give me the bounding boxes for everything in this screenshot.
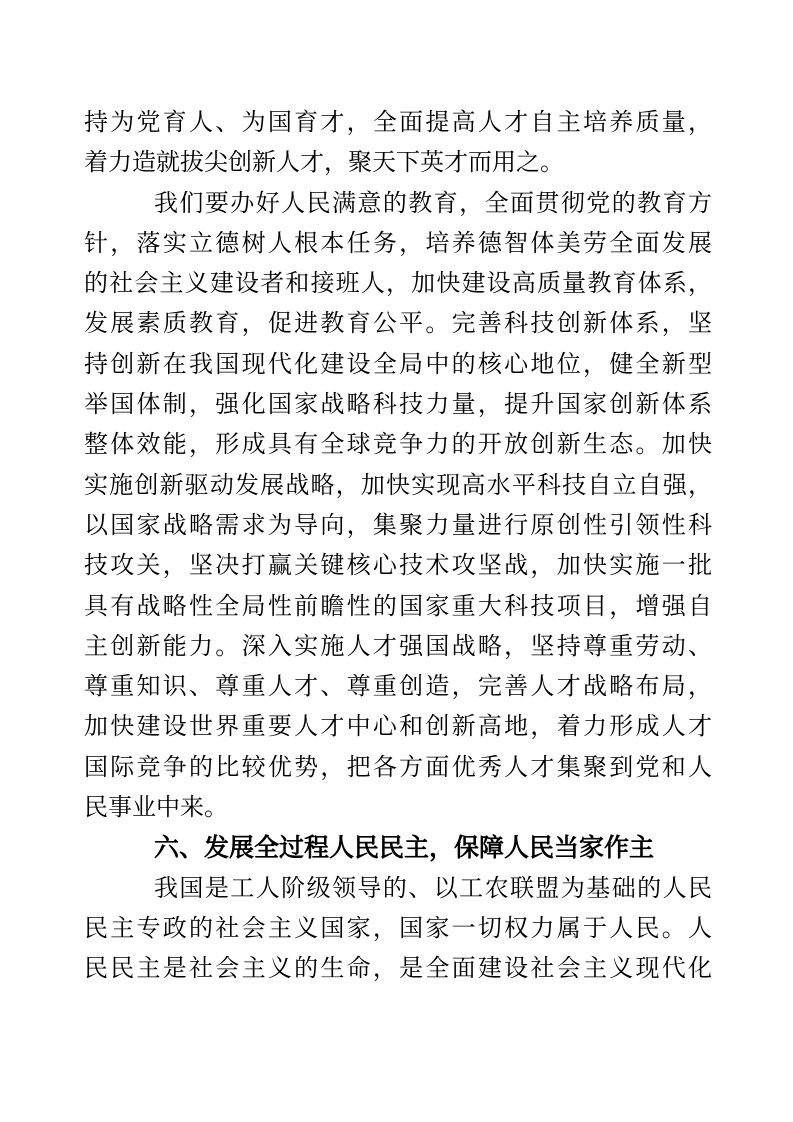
text-line: 持创新在我国现代化建设全局中的核心地位，健全新型 <box>84 351 712 378</box>
text-line: 着力造就拔尖创新人才，聚天下英才而用之。 <box>84 150 564 177</box>
text-line: 我们要办好人民满意的教育，全面贯彻党的教育方 <box>154 190 712 217</box>
text-line: 主创新能力。深入实施人才强国战略，坚持尊重劳动、 <box>84 633 712 660</box>
text-line: 发展素质教育，促进教育公平。完善科技创新体系，坚 <box>84 311 712 338</box>
text-line: 实施创新驱动发展战略，加快实现高水平科技自立自强， <box>84 472 712 499</box>
text-line: 民民主是社会主义的生命，是全面建设社会主义现代化 <box>84 956 712 983</box>
text-line: 国际竞争的比较优势，把各方面优秀人才集聚到党和人 <box>84 754 712 781</box>
text-line: 针，落实立德树人根本任务，培养德智体美劳全面发展 <box>84 230 712 257</box>
text-line: 加快建设世界重要人才中心和创新高地，着力形成人才 <box>84 714 712 741</box>
document-text-block <box>84 103 712 990</box>
text-line: 技攻关，坚决打赢关键核心技术攻坚战，加快实施一批 <box>84 553 712 580</box>
text-line: 举国体制，强化国家战略科技力量，提升国家创新体系 <box>84 392 712 419</box>
text-line: 整体效能，形成具有全球竞争力的开放创新生态。加快 <box>84 432 712 459</box>
section-heading: 六、发展全过程人民民主，保障人民当家作主 <box>154 834 655 863</box>
text-line: 具有战略性全局性前瞻性的国家重大科技项目，增强自 <box>84 593 712 620</box>
text-line: 我国是工人阶级领导的、以工农联盟为基础的人民 <box>154 875 712 902</box>
text-line: 尊重知识、尊重人才、尊重创造，完善人才战略布局， <box>84 674 712 701</box>
text-line: 民主专政的社会主义国家，国家一切权力属于人民。人 <box>84 915 712 942</box>
text-line: 持为党育人、为国育才，全面提高人才自主培养质量， <box>84 110 712 136</box>
text-line: 的社会主义建设者和接班人，加快建设高质量教育体系， <box>84 271 712 298</box>
text-line: 以国家战略需求为导向，集聚力量进行原创性引领性科 <box>84 512 712 539</box>
text-line: 民事业中来。 <box>84 795 228 822</box>
